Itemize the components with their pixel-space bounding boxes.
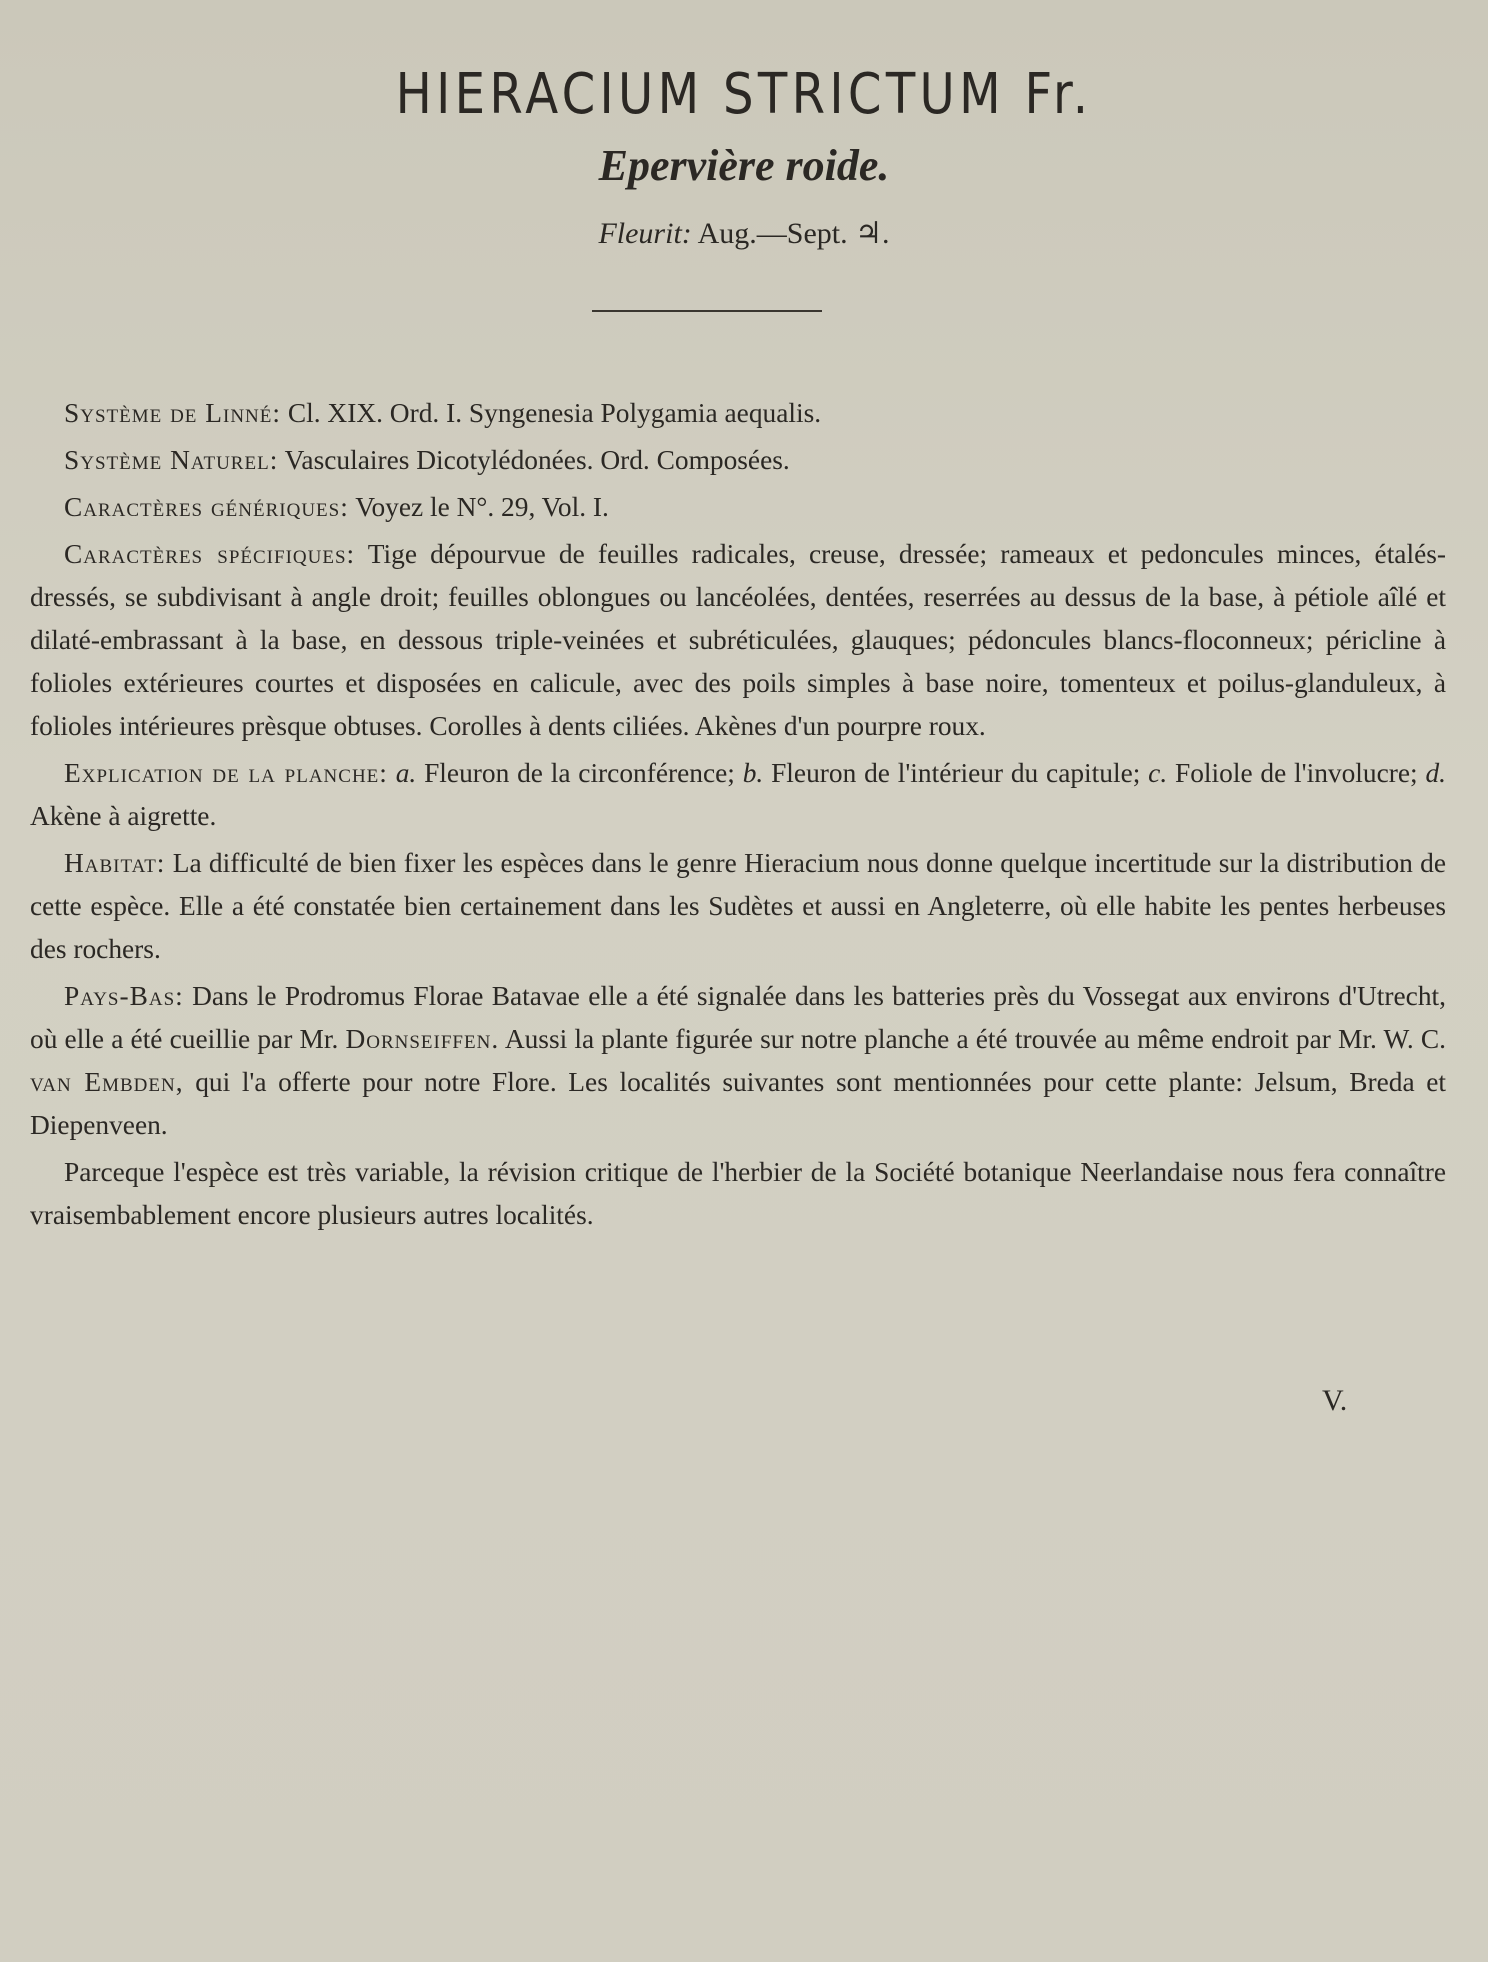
plate-text-b: Fleuron de l'intérieur du capitule; [771,758,1141,788]
paragraph-closing [30,1151,1446,1237]
paragraph-naturel [30,439,1446,482]
text-naturel: Vasculaires Dicotylédonées. Ord. Composées. [284,445,790,475]
description-body [30,392,1446,1241]
plate-key-c: c. [1148,758,1168,788]
plate-key-d: d. [1425,758,1447,788]
common-name: Epervière roide. [598,141,890,190]
title-divider [592,310,822,312]
flowering-label: Fleurit: [598,217,692,250]
label-specifiques: Caractères spécifiques: [64,539,356,569]
text-specifiques: Tige dépourvue de feuilles radicales, creuse, dressée; rameaux et pedoncules minces, étalés-dressés, se subdivisant à angle droit; feuilles oblongues ou lancéolées, dentées, reserrées au dessus de la base, à pétiole aîlé et dilaté-embrassant à la base, en dessous triple-veinées et subréticulées, glauques; pédoncules blancs-floconneux; péricline à folioles extérieures courtes et disposées en calicule, avec des poils simples à base noire, tomenteux et poilus-glanduleux, à folioles intérieures prèsque obtuses. Corolles à dents ciliées. Akènes d'un pourpre roux. [30,539,1447,741]
flowering-period [0,216,1488,251]
plate-key-b: b. [742,758,764,788]
flowering-value: Aug.—Sept. ♃. [697,217,890,250]
label-naturel: Système Naturel: [64,445,279,475]
plate-text-a: Fleuron de la circonférence; [424,758,735,788]
text-generiques: Voyez le N°. 29, Vol. I. [355,492,609,522]
person-van-embden: van Embden, [30,1067,184,1097]
label-paysbas: Pays-Bas: [64,981,184,1011]
label-explication: Explication de la planche: [64,758,388,788]
plate-text-c: Foliole de l'involucre; [1175,758,1418,788]
species-title: HIERACIUM STRICTUM Fr. [395,62,1093,127]
label-generiques: Caractères génériques: [64,492,349,522]
text-paysbas-3: qui l'a offerte pour notre Flore. Les localités suivantes sont mentionnées pour cette plante: Jelsum, Breda et Diepenveen. [30,1067,1446,1140]
text-linne: Cl. XIX. Ord. I. Syngenesia Polygamia aequalis. [287,398,822,428]
paragraph-paysbas [30,975,1446,1147]
paragraph-specifiques [30,533,1446,748]
text-paysbas-1: Dans le Prodromus Florae Batavae elle a été signalée dans les batteries près du Vossegat aux environs d'Utrecht, où elle a été cueillie par Mr. [30,981,1446,1054]
author-signature: V. [1322,1384,1348,1417]
paragraph-explication [30,752,1446,838]
person-dornseiffen: Dornseiffen. [345,1024,500,1054]
text-habitat: La difficulté de bien fixer les espèces dans le genre Hieracium nous donne quelque incertitude sur la distribution de cette espèce. Elle a été constatée bien certainement dans les Sudètes et aussi en Angleterre, où elle habite les pentes herbeuses des rochers. [30,848,1446,964]
text-paysbas-2: Aussi la plante figurée sur notre planche a été trouvée au même endroit par Mr. W. C. [504,1024,1446,1054]
plate-key-a: a. [395,758,417,788]
paragraph-habitat [30,842,1446,971]
paragraph-generiques [30,486,1446,529]
paragraph-linne [30,392,1446,435]
label-linne: Système de Linné: [64,398,281,428]
text-closing: Parceque l'espèce est très variable, la révision critique de l'herbier de la Société botanique Neerlandaise nous fera connaître vraisembablement encore plusieurs autres localités. [30,1157,1446,1230]
plate-text-d: Akène à aigrette. [30,801,217,831]
label-habitat: Habitat: [64,848,166,878]
